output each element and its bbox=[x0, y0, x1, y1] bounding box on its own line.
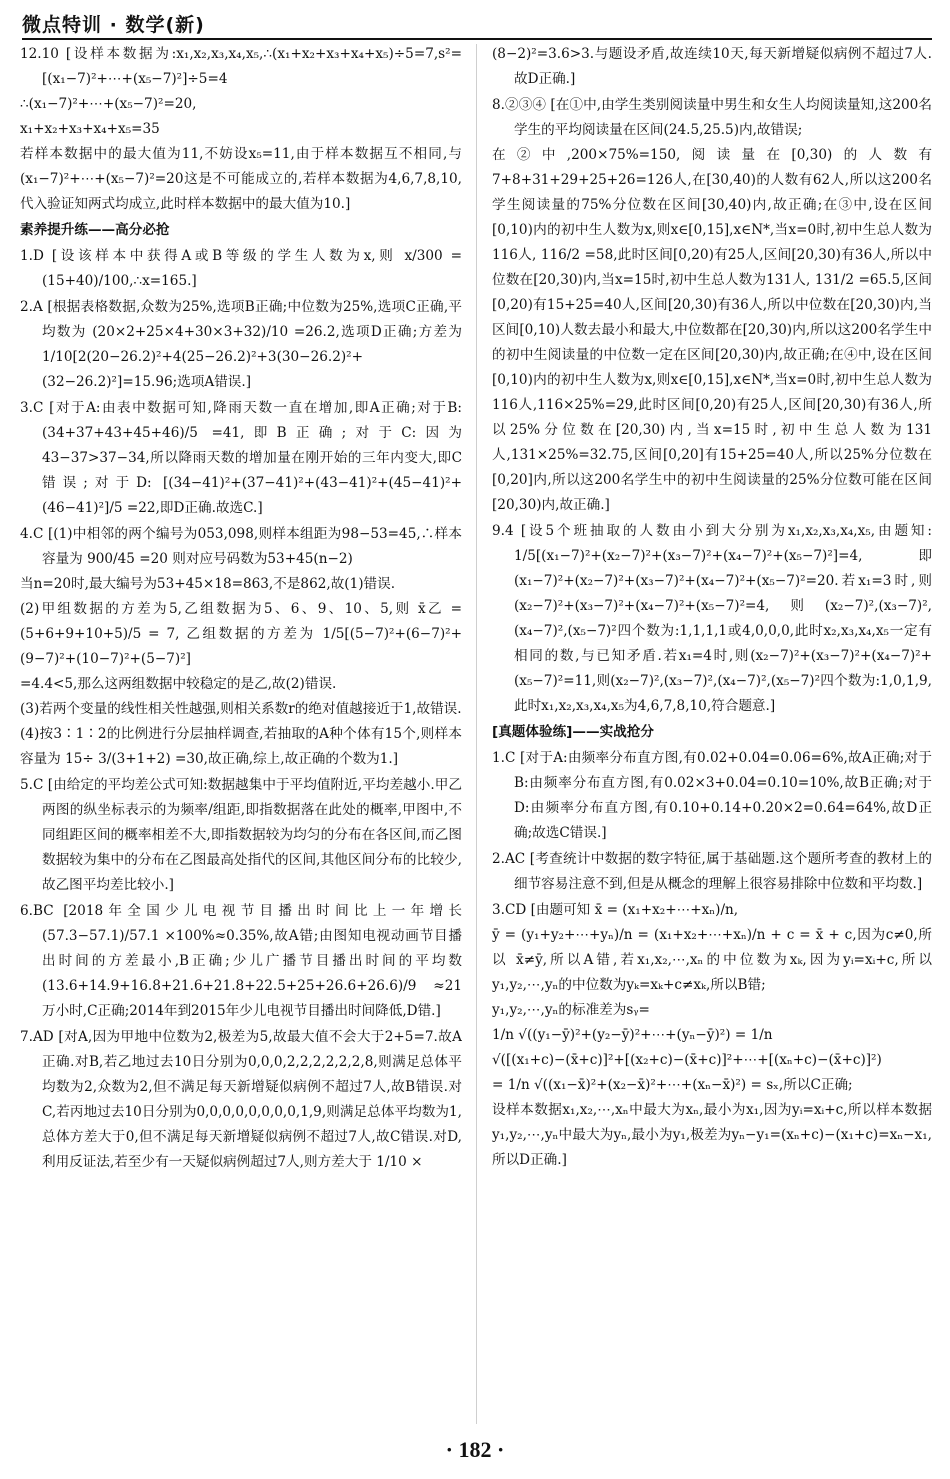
answer-line: = 1/n √((x₁−x̄)²+(x₂−x̄)²+⋯+(xₙ−x̄)²) = sₓ,所以C正确; bbox=[492, 1077, 853, 1093]
answer-item bbox=[492, 519, 932, 719]
answer-line: 若样本数据中的最大值为11,不妨设x₅=11,由于样本数据互不相同,与(x₁−7)²+⋯+(x₅−7)²=20这是不可能成立的,若样本数据为4,6,7,8,10,代入验证知两式均成立,此时样本数据中的最大值为10.] bbox=[20, 146, 462, 212]
answer-line-first: 1.C [对于A:由频率分布直方图,有0.02+0.04=0.06=6%,故A正确;对于B:由频率分布直方图,有0.02×3+0.04=0.10=10%,故B正确;对于D:由频率分布直方图,有0.10+0.14+0.20×2=0.64=64%,故D正确;故选C错误.] bbox=[492, 750, 932, 841]
answer-line-first: 12.10 [设样本数据为:x₁,x₂,x₃,x₄,x₅,∴(x₁+x₂+x₃+x₄+x₅)÷5=7,s²=[(x₁−7)²+⋯+(x₅−7)²]÷5=4 bbox=[20, 46, 462, 87]
page-header bbox=[22, 8, 932, 40]
answer-line: √([(x₁+c)−(x̄+c)]²+[(x₂+c)−(x̄+c)]²+⋯+[(xₙ+c)−(x̄+c)]²) bbox=[492, 1052, 882, 1068]
answer-line: =4.4<5,那么这两组数据中较稳定的是乙,故(2)错误. bbox=[20, 676, 337, 692]
answer-line-first: 7.AD [对A,因为甲地中位数为2,极差为5,故最大值不会大于2+5=7.故A正确.对B,若乙地过去10日分别为0,0,0,2,2,2,2,2,2,8,则满足总体平均数为2,众数为2,但不满足每天新增疑似病例不超过7人,故B错误.对C,若丙地过去10日分别为0,0,0,0,0,0,0,0,1,9,则满足总体平均数为1,总体方差大于0,但不满足每天新增疑似病例不超过7人,故C错误.对D,利用反证法,若至少有一天疑似病例超过7人,则方差大于 1/10 × bbox=[20, 1029, 462, 1170]
answer-line-first: 6.BC [2018年全国少儿电视节目播出时间比上一年增长 (57.3−57.1)/57.1 ×100%≈0.35%,故A错;由图知电视动画节目播出时间的方差最小,B正确;少儿广播节目播出时间的平均数 (13.6+14.9+16.8+21.6+21.8+22.5+25+26.6+26.6)/9 ≈21万小时,C正确;2014年到2015年少儿电视节目播出时间降低,D错.] bbox=[20, 903, 462, 1019]
answer-line-first: 8.②③④ [在①中,由学生类别阅读量中男生和女生人均阅读量知,这200名学生的平均阅读量在区间(24.5,25.5)内,故错误; bbox=[492, 97, 932, 138]
answer-line: (2)甲组数据的方差为5,乙组数据为5、6、9、10、5,则 x̄乙 = (5+6+9+10+5)/5 = 7, 乙组数据的方差为 1/5[(5−7)²+(6−7)²+(9−7)²+(10−7)²+(5−7)²] bbox=[20, 601, 462, 667]
answer-line-first: (8−2)²=3.6>3.与题设矛盾,故连续10天,每天新增疑似病例不超过7人.故D正确.] bbox=[492, 46, 932, 87]
column-divider bbox=[476, 44, 477, 1424]
answer-line-first: 1.D [设该样本中获得A或B等级的学生人数为x,则 x/300 = (15+40)/100,∴x=165.] bbox=[20, 248, 462, 289]
section-heading: [真题体验练]——实战抢分 bbox=[492, 724, 654, 740]
answer-item bbox=[492, 898, 932, 1173]
answer-line: ∴(x₁−7)²+⋯+(x₅−7)²=20, bbox=[20, 96, 197, 112]
page-number: · 182 · bbox=[445, 1437, 505, 1462]
answer-line: 设样本数据x₁,x₂,⋯,xₙ中最大为xₙ,最小为x₁,因为yᵢ=xᵢ+c,所以样本数据y₁,y₂,⋯,yₙ中最大为yₙ,最小为y₁,极差为yₙ−y₁=(xₙ+c)−(x₁+c)=xₙ−x₁,所以D正确.] bbox=[492, 1102, 932, 1168]
answer-line-first: 2.AC [考查统计中数据的数字特征,属于基础题.这个题所考查的教材上的细节容易注意不到,但是从概念的理解上很容易排除中位数和平均数.] bbox=[492, 851, 932, 892]
answer-line: (3)若两个变量的线性相关性越强,则相关系数r的绝对值越接近于1,故错误. bbox=[20, 701, 462, 717]
answer-line: (4)按3∶1∶2的比例进行分层抽样调查,若抽取的A种个体有15个,则样本容量为 15÷ 3/(3+1+2) =30,故正确,综上,故正确的个数为1.] bbox=[20, 726, 462, 767]
answer-line: 当n=20时,最大编号为53+45×18=863,不是862,故(1)错误. bbox=[20, 576, 396, 592]
answer-item bbox=[20, 396, 462, 521]
answer-line-first: 3.CD [由题可知 x̄ = (x₁+x₂+⋯+xₙ)/n, bbox=[492, 902, 739, 918]
answer-item bbox=[20, 42, 462, 217]
section-heading: 素养提升练——高分必抢 bbox=[20, 222, 170, 238]
book-title: 微点特训 · 数学(新) bbox=[22, 14, 205, 36]
answer-item bbox=[20, 295, 462, 395]
answer-item bbox=[492, 746, 932, 846]
answer-item bbox=[20, 522, 462, 772]
answer-line: 在②中,200×75%=150,阅读量在[0,30)的人数有7+8+31+29+25+26=126人,在[30,40)的人数有62人,所以这200名学生阅读量的75%分位数在区间[30,40)内,故正确;在③中,设在区间[0,10)内的初中生人数为x,则x∈[0,15],x∈N*,当x=0时,初中生总人数为116人, 116/2 =58,此时区间[0,20)有25人,区间[20,30)有36人,所以中位数在[20,30)内,当x=15时,初中生总人数为131人, 131/2 =65.5,区间[0,20)有15+25=40人,区间[20,30)有36人,所以中位数在[20,30)内,当区间[0,10)人数去最小和最大,中位数都在[20,30)内,所以这200名学生中的初中生阅读量的中位数一定在区间[20,30)内,故正确;在④中,设在区间[0,10)内的初中生人数为x,则x∈[0,15],x∈N*,当x=0时,初中生总人数为116人,116×25%=29,此时区间[0,20)有25人,区间[20,30)有36人,所以25%分位数在[20,30)内,当x=15时,初中生总人数为131人,131×25%=32.75,区间[0,20]有15+25=40人,所以25%分位数在[0,20]内,所以这200名学生中的初中生阅读量的25%分位数可能在区间[20,30)内,故正确.] bbox=[492, 147, 932, 513]
answer-line-first: 5.C [由给定的平均差公式可知:数据越集中于平均值附近,平均差越小.甲乙两图的纵坐标表示的为频率/组距,即指数据落在此处的概率,甲图中,不同组距区间的概率相差不大,即指数据较为均匀的分布在各区间,而乙图数据较为集中的分布在乙图最高处指代的区间,其他区间分布的比较少,故乙图平均差比较小.] bbox=[20, 777, 462, 893]
left-column bbox=[20, 42, 462, 1427]
answer-line: ȳ = (y₁+y₂+⋯+yₙ)/n = (x₁+x₂+⋯+xₙ)/n + c = x̄ + c,因为c≠0,所以 x̄≠ȳ,所以A错,若x₁,x₂,⋯,xₙ的中位数为xₖ,因为yᵢ=xᵢ+c,所以y₁,y₂,⋯,yₙ的中位数为yₖ=xₖ+c≠xₖ,所以B错; bbox=[492, 927, 932, 993]
right-column bbox=[492, 42, 932, 1427]
answer-line-first: 3.C [对于A:由表中数据可知,降雨天数一直在增加,即A正确;对于B: (34+37+43+45+46)/5 =41,即B正确;对于C:因为43−37>37−34,所以降雨天数的增加量在刚开始的三年内变大,即C错误;对于D: [(34−41)²+(37−41)²+(43−41)²+(45−41)²+(46−41)²]/5 =22,即D正确.故选C.] bbox=[20, 400, 462, 516]
answer-line: x₁+x₂+x₃+x₄+x₅=35 bbox=[20, 121, 160, 137]
answer-item bbox=[20, 773, 462, 898]
answer-line-first: 2.A [根据表格数据,众数为25%,选项B正确;中位数为25%,选项C正确,平均数为 (20×2+25×4+30×3+32)/10 =26.2,选项D正确;方差为 1/10[2(20−26.2)²+4(25−26.2)²+3(30−26.2)²+(32−26.2)²]=15.96;选项A错误.] bbox=[20, 299, 462, 390]
answer-item bbox=[492, 42, 932, 92]
answer-item bbox=[20, 1025, 462, 1175]
answer-item bbox=[20, 244, 462, 294]
answer-line-first: 9.4 [设5个班抽取的人数由小到大分别为x₁,x₂,x₃,x₄,x₅,由题知: 1/5[(x₁−7)²+(x₂−7)²+(x₃−7)²+(x₄−7)²+(x₅−7)²]=4,即(x₁−7)²+(x₂−7)²+(x₃−7)²+(x₄−7)²+(x₅−7)²=20.若x₁=3时,则(x₂−7)²+(x₃−7)²+(x₄−7)²+(x₅−7)²=4,则(x₂−7)²,(x₃−7)²,(x₄−7)²,(x₅−7)²四个数为:1,1,1,1或4,0,0,0,此时x₂,x₃,x₄,x₅一定有相同的数,与已知矛盾.若x₁=4时,则(x₂−7)²+(x₃−7)²+(x₄−7)²+(x₅−7)²=11,则(x₂−7)²,(x₃−7)²,(x₄−7)²,(x₅−7)²四个数为:1,0,1,9,此时x₁,x₂,x₃,x₄,x₅为4,6,7,8,10,符合题意.] bbox=[492, 523, 932, 714]
answer-line: 1/n √((y₁−ȳ)²+(y₂−ȳ)²+⋯+(yₙ−ȳ)²) = 1/n bbox=[492, 1027, 773, 1043]
answer-item bbox=[492, 93, 932, 518]
answer-line-first: 4.C [(1)中相邻的两个编号为053,098,则样本组距为98−53=45,∴样本容量为 900/45 =20 则对应号码数为53+45(n−2) bbox=[20, 526, 462, 567]
answer-item bbox=[20, 899, 462, 1024]
answer-item bbox=[492, 847, 932, 897]
answer-line: y₁,y₂,⋯,yₙ的标准差为sᵧ= bbox=[492, 1002, 650, 1018]
